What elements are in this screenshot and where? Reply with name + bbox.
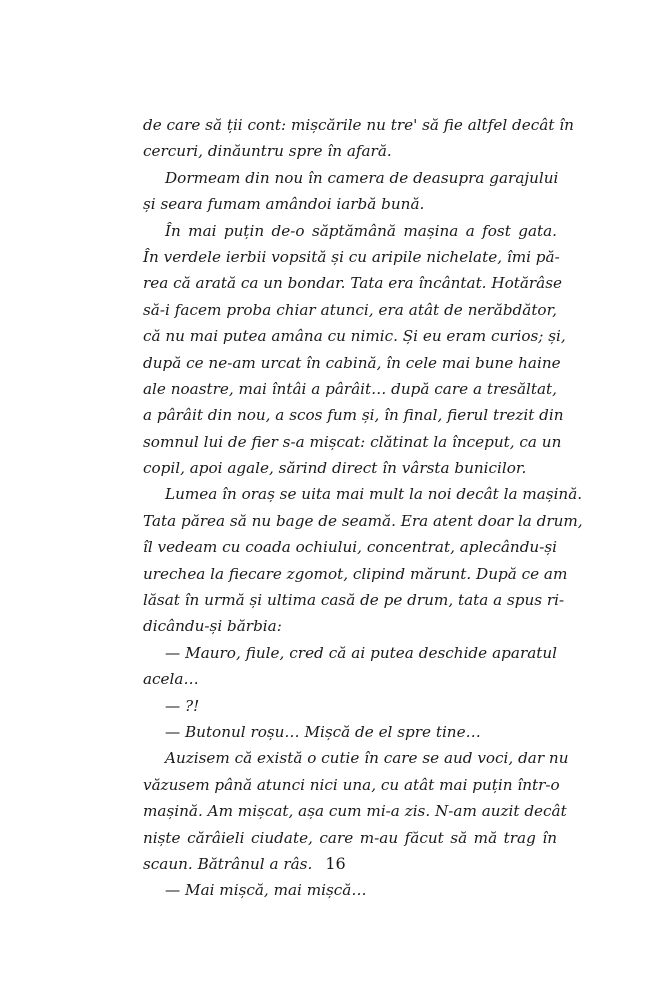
text-line: îl vedeam cu coada ochiului, concentrat, aplecându-și <box>143 538 557 557</box>
text-line: În verdele ierbii vopsită și cu aripile nichelate, îmi pă- <box>143 247 560 266</box>
text-line: Lumea în oraș se uita mai mult la noi decât la mașină. <box>165 485 583 504</box>
text-line: urechea la fiecare zgomot, clipind mărunt. După ce am <box>143 564 568 583</box>
text-line: dicându-și bărbia: <box>143 617 282 636</box>
page-number: 16 <box>325 854 346 873</box>
text-line: mașină. Am mișcat, așa cum mi-a zis. N-am auzit decât <box>143 802 567 821</box>
text-line: — ?! <box>165 696 200 715</box>
text-line: copil, apoi agale, sărind direct în vârsta bunicilor. <box>143 459 527 478</box>
text-line: scaun. Bătrânul a râs. <box>143 854 313 873</box>
text-line: — Mauro, fiule, cred că ai putea deschide aparatul <box>165 643 557 662</box>
text-line: Dormeam din nou în camera de deasupra garajului <box>165 168 559 187</box>
text-line: ale noastre, mai întâi a pârâit… după care a tresăltat, <box>143 379 557 398</box>
text-line: Auzisem că există o cutie în care se aud voci, dar nu <box>165 749 569 768</box>
text-line: a pârâit din nou, a scos fum și, în final, fierul trezit din <box>143 406 564 425</box>
text-line: că nu mai putea amâna cu nimic. Și eu eram curios; și, <box>143 327 566 346</box>
text-line: de care să ții cont: mișcările nu tre' să fie altfel decât în <box>143 116 574 134</box>
text-line: după ce ne-am urcat în cabină, în cele mai bune haine <box>143 353 561 372</box>
text-line: — Mai mișcă, mai mișcă… <box>165 881 367 900</box>
text-line: lăsat în urmă și ultima casă de pe drum, tata a spus ri- <box>143 591 565 610</box>
text-line: să-i facem proba chiar atunci, era atât de nerăbdător, <box>143 300 557 319</box>
text-line: niște cărâieli ciudate, care m-au făcut să mă trag în <box>143 828 557 847</box>
text-line: În mai puțin de-o săptămână mașina a fost gata. <box>165 221 557 240</box>
text-line: acela… <box>143 670 199 689</box>
text-line: somnul lui de fier s-a mișcat: clătinat la început, ca un <box>143 432 562 451</box>
text-line: Tata părea să nu bage de seamă. Era atent doar la drum, <box>143 511 583 530</box>
body-text <box>143 112 583 904</box>
text-line: rea că arată ca un bondar. Tata era încântat. Hotărâse <box>143 274 562 293</box>
text-line: văzusem până atunci nici una, cu atât mai puțin într-o <box>143 775 560 794</box>
text-line: și seara fumam amândoi iarbă bună. <box>143 195 425 214</box>
text-line: — Butonul roșu… Mișcă de el spre tine… <box>165 722 481 741</box>
text-line: cercuri, dinăuntru spre în afară. <box>143 142 392 161</box>
